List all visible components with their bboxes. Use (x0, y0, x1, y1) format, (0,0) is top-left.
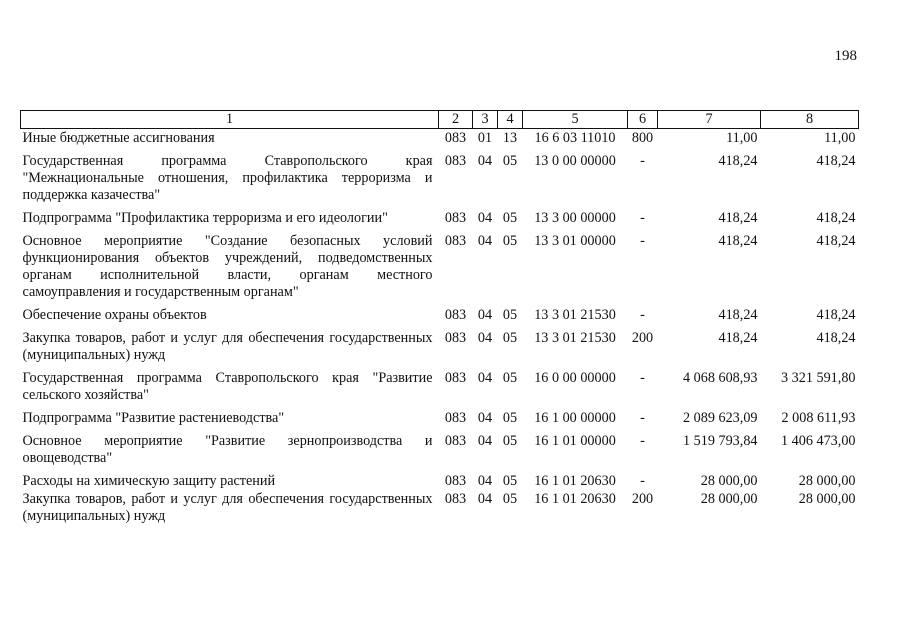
row-name: Государственная программа Ставропольского края "Развитие сельского хозяйства" (22, 370, 433, 403)
row-code-col2: 083 (444, 153, 467, 169)
table-row (21, 369, 859, 409)
row-name: Основное мероприятие "Создание безопасных условий функционирования объектов учреждений, подведомственных органам исполнительной власти, органам местного самоуправления и государственным органам" (22, 233, 433, 300)
row-code-col6: 200 (631, 330, 654, 346)
row-code-col5: 16 1 00 00000 (534, 410, 616, 426)
row-code-col4: 05 (502, 153, 518, 169)
row-amount-col7: 28 000,00 (700, 473, 758, 489)
row-amount-col7: 11,00 (726, 130, 758, 146)
table-row (21, 329, 859, 369)
row-amount-col8: 418,24 (816, 210, 856, 226)
column-header-7: 7 (658, 111, 761, 129)
row-amount-col7: 418,24 (718, 153, 758, 169)
row-code-col3: 04 (477, 433, 493, 449)
row-code-col3: 01 (477, 130, 493, 146)
row-name: Основное мероприятие "Развитие зернопроизводства и овощеводства" (22, 433, 433, 466)
table-row (21, 152, 859, 209)
row-code-col5: 16 1 01 00000 (534, 433, 616, 449)
row-code-col2: 083 (444, 130, 467, 146)
row-amount-col8: 418,24 (816, 233, 856, 249)
row-code-col6: - (640, 473, 645, 489)
row-code-col3: 04 (477, 307, 493, 323)
row-amount-col8: 11,00 (824, 130, 856, 146)
row-code-col2: 083 (444, 210, 467, 226)
row-amount-col8: 1 406 473,00 (781, 433, 856, 449)
row-code-col6: - (640, 307, 645, 323)
row-code-col4: 05 (502, 233, 518, 249)
row-code-col3: 04 (477, 330, 493, 346)
row-name: Обеспечение охраны объектов (22, 307, 207, 323)
row-code-col3: 04 (477, 473, 493, 489)
row-code-col4: 05 (502, 307, 518, 323)
row-code-col6: - (640, 153, 645, 169)
row-code-col3: 04 (477, 153, 493, 169)
row-amount-col7: 1 519 793,84 (683, 433, 758, 449)
column-header-4: 4 (498, 111, 523, 129)
row-code-col5: 13 3 00 00000 (534, 210, 616, 226)
row-code-col6: - (640, 210, 645, 226)
header-row (21, 111, 859, 129)
budget-table (20, 110, 859, 525)
row-code-col6: - (640, 410, 645, 426)
column-header-1: 1 (21, 111, 439, 129)
row-code-col2: 083 (444, 433, 467, 449)
page-number: 198 (834, 48, 857, 64)
row-code-col3: 04 (477, 210, 493, 226)
row-code-col5: 16 1 01 20630 (534, 473, 616, 489)
row-amount-col8: 2 008 611,93 (781, 410, 856, 426)
row-amount-col7: 418,24 (718, 233, 758, 249)
row-code-col2: 083 (444, 410, 467, 426)
column-header-5: 5 (523, 111, 628, 129)
row-code-col6: 800 (631, 130, 654, 146)
row-code-col5: 13 3 01 00000 (534, 233, 616, 249)
row-code-col2: 083 (444, 307, 467, 323)
row-code-col5: 16 1 01 20630 (534, 491, 616, 507)
table-row (21, 209, 859, 232)
row-name: Закупка товаров, работ и услуг для обеспечения государственных (муниципальных) нужд (22, 491, 433, 524)
row-code-col2: 083 (444, 233, 467, 249)
row-code-col6: 200 (631, 491, 654, 507)
row-amount-col7: 418,24 (718, 210, 758, 226)
table-row (21, 432, 859, 472)
row-code-col3: 04 (477, 370, 493, 386)
row-code-col4: 05 (502, 473, 518, 489)
row-code-col4: 13 (502, 130, 518, 146)
row-code-col4: 05 (502, 370, 518, 386)
row-code-col2: 083 (444, 330, 467, 346)
table-row (21, 490, 859, 525)
row-code-col4: 05 (502, 433, 518, 449)
row-code-col5: 13 0 00 00000 (534, 153, 616, 169)
row-code-col3: 04 (477, 491, 493, 507)
row-name: Подпрограмма "Развитие растениеводства" (22, 410, 285, 426)
row-amount-col8: 28 000,00 (798, 473, 856, 489)
row-code-col4: 05 (502, 491, 518, 507)
column-header-6: 6 (628, 111, 658, 129)
row-amount-col8: 418,24 (816, 307, 856, 323)
row-code-col6: - (640, 370, 645, 386)
row-amount-col8: 418,24 (816, 153, 856, 169)
row-name: Подпрограмма "Профилактика терроризма и его идеологии" (22, 210, 388, 226)
row-code-col5: 16 6 03 11010 (534, 130, 616, 146)
table-row (21, 409, 859, 432)
row-code-col4: 05 (502, 410, 518, 426)
row-amount-col7: 4 068 608,93 (683, 370, 758, 386)
row-amount-col8: 28 000,00 (798, 491, 856, 507)
table-row (21, 472, 859, 490)
row-code-col2: 083 (444, 491, 467, 507)
row-code-col3: 04 (477, 410, 493, 426)
row-code-col5: 13 3 01 21530 (534, 307, 616, 323)
row-name: Государственная программа Ставропольского края "Межнациональные отношения, профилактика терроризма и поддержка казачества" (22, 153, 433, 203)
row-name: Иные бюджетные ассигнования (22, 130, 215, 146)
row-code-col5: 13 3 01 21530 (534, 330, 616, 346)
column-header-2: 2 (439, 111, 473, 129)
row-code-col3: 04 (477, 233, 493, 249)
row-code-col2: 083 (444, 370, 467, 386)
row-name: Закупка товаров, работ и услуг для обеспечения государственных (муниципальных) нужд (22, 330, 433, 363)
row-code-col6: - (640, 233, 645, 249)
column-header-3: 3 (473, 111, 498, 129)
row-name: Расходы на химическую защиту растений (22, 473, 276, 489)
row-amount-col7: 418,24 (718, 307, 758, 323)
row-code-col5: 16 0 00 00000 (534, 370, 616, 386)
row-amount-col7: 2 089 623,09 (683, 410, 758, 426)
table-row (21, 306, 859, 329)
row-code-col4: 05 (502, 210, 518, 226)
row-amount-col8: 418,24 (816, 330, 856, 346)
row-code-col4: 05 (502, 330, 518, 346)
row-amount-col7: 418,24 (718, 330, 758, 346)
row-code-col2: 083 (444, 473, 467, 489)
table-row (21, 129, 859, 153)
column-header-8: 8 (761, 111, 859, 129)
row-code-col6: - (640, 433, 645, 449)
table-row (21, 232, 859, 306)
row-amount-col7: 28 000,00 (700, 491, 758, 507)
row-amount-col8: 3 321 591,80 (781, 370, 856, 386)
